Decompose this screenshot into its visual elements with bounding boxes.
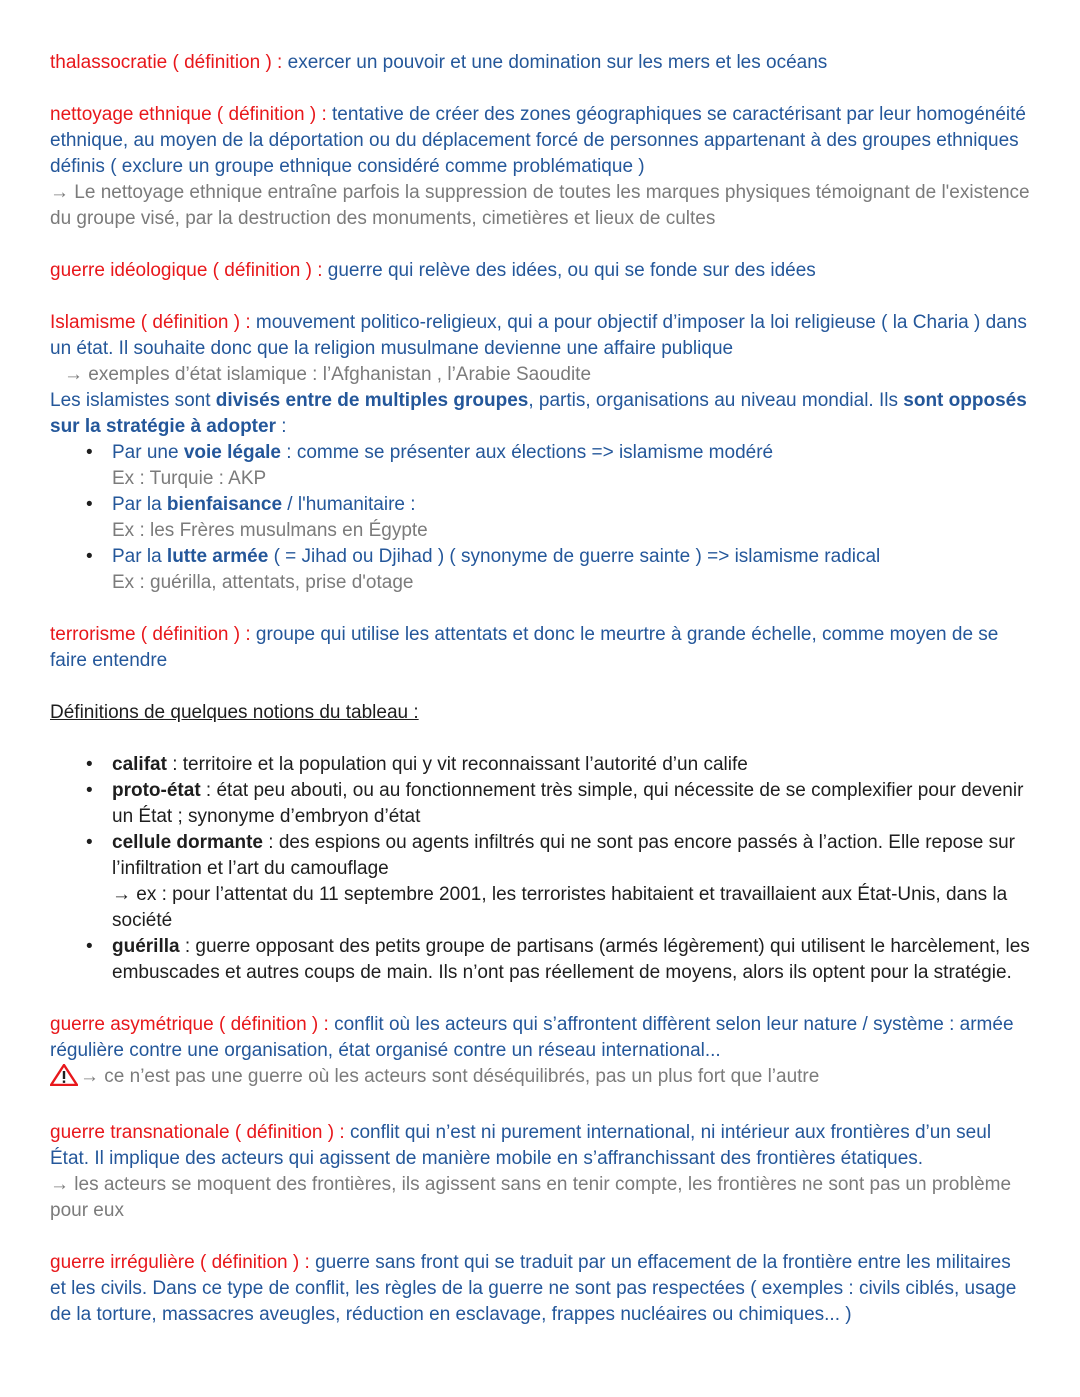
text: Les islamistes sont [50, 390, 216, 411]
note: → ce n’est pas une guerre où les acteurs sont déséquilibrés, pas un plus fort que l’autre [80, 1066, 820, 1087]
list-item [50, 830, 1030, 934]
list-item [50, 752, 1030, 778]
list-item [50, 778, 1030, 830]
text: : comme se présenter aux élections => islamisme modéré [281, 442, 774, 463]
bullet-icon: • [86, 494, 93, 515]
list-item [50, 934, 1030, 986]
text: Par la [112, 494, 167, 515]
term: thalassocratie ( définition ) : [50, 52, 283, 73]
note: → les acteurs se moquent des frontières, ils agissent sans en tenir compte, les frontières ne sont pas un problème pour eux [50, 1174, 1012, 1221]
bullet-icon: • [86, 546, 93, 567]
bold-text: lutte armée [166, 546, 269, 567]
term: guerre transnationale ( définition ) : [50, 1122, 345, 1143]
term: guerre asymétrique ( définition ) : [50, 1014, 329, 1035]
definition: conflit où les acteurs qui s’affrontent diffèrent selon leur nature / système : armée régulière contre une organisation, état organisé contre un réseau international... [50, 1014, 1014, 1061]
text: / l'humanitaire : [282, 494, 416, 515]
text: ( = Jihad ou Djihad ) ( synonyme de guerre sainte ) => islamisme radical [268, 546, 881, 567]
bold-text: voie légale [183, 442, 281, 463]
bold-text: bienfaisance [166, 494, 283, 515]
text: : guerre opposant des petits groupe de partisans (armés légèrement) qui utilisent le harcèlement, les embuscades et autres coups de main. Ils n’ont pas réellement de moyens, alors ils optent pour la stratégie. [112, 936, 1030, 983]
example-line: → exemples d’état islamique : l’Afghanistan , l’Arabie Saoudite [64, 364, 592, 385]
bold-text: sont opposés sur la stratégie à adopter [50, 390, 1027, 437]
bullet-icon: • [86, 832, 93, 853]
guerre-ideologique-entry [50, 258, 1030, 284]
bold-text: proto-état [112, 780, 201, 801]
definition: conflit qui n’est ni purement international, ni intérieur aux frontières d’un seul État. Il implique des acteurs qui agissent de manière mobile en s’affranchissant des frontières étatiques. [50, 1122, 992, 1169]
section-heading: Définitions de quelques notions du tableau : [50, 702, 419, 723]
guerre-transnationale-entry [50, 1120, 1030, 1224]
term: guerre idéologique ( définition ) : [50, 260, 323, 281]
term: guerre irrégulière ( définition ) : [50, 1252, 310, 1273]
thalassocratie-entry [50, 50, 1030, 76]
warning-icon [50, 1064, 80, 1094]
definition: guerre sans front qui se traduit par un effacement de la frontière entre les militaires et les civils. Dans ce type de conflit, les règles de la guerre ne sont pas respectées ( exemples : civils ciblés, usage de la torture, massacres aveugles, réduction en esclavage, frappes nucléaires ou chimiques... ) [50, 1252, 1017, 1325]
strategy-list [50, 440, 1030, 596]
definition: guerre qui relève des idées, ou qui se fonde sur des idées [322, 260, 816, 281]
guerre-irreguliere-entry [50, 1250, 1030, 1328]
text: Par la [112, 546, 167, 567]
note: → ex : pour l’attentat du 11 septembre 2001, les terroristes habitaient et travaillaient aux État-Unis, dans la société [112, 884, 1008, 931]
text: : état peu abouti, ou au fonctionnement très simple, qui nécessite de se complexifier pour devenir un État ; synonyme d’embryon d’état [112, 780, 1024, 827]
definition: tentative de créer des zones géographiques se caractérisant par leur homogénéité ethnique, au moyen de la déportation ou du déplacement forcé de personnes appartenant à des groupes ethniques définis ( exclure un groupe ethnique considéré comme problématique ) [50, 104, 1026, 177]
term: nettoyage ethnique ( définition ) : [50, 104, 327, 125]
note: → Le nettoyage ethnique entraîne parfois la suppression de toutes les marques physiques témoignant de l'existence du groupe visé, par la destruction des monuments, cimetières et lieux de cultes [50, 182, 1030, 229]
list-item [50, 440, 1030, 492]
definition: groupe qui utilise les attentats et donc le meurtre à grande échelle, comme moyen de se faire entendre [50, 624, 999, 671]
text: : des espions ou agents infiltrés qui ne sont pas encore passés à l’action. Elle repose sur l’infiltration et l’art du camouflage [112, 832, 1015, 879]
islamisme-entry [50, 310, 1030, 596]
term: terrorisme ( définition ) : [50, 624, 251, 645]
terrorisme-entry [50, 622, 1030, 674]
text: : territoire et la population qui y vit reconnaissant l’autorité d’un calife [166, 754, 748, 775]
text: Par une [112, 442, 184, 463]
bullet-icon: • [86, 936, 93, 957]
example: Ex : les Frères musulmans en Égypte [112, 520, 428, 541]
list-item [50, 544, 1030, 596]
text: , partis, organisations au niveau mondial. Ils [528, 390, 904, 411]
example: Ex : guérilla, attentats, prise d'otage [112, 572, 414, 593]
guerre-asymetrique-entry [50, 1012, 1030, 1094]
list-item [50, 492, 1030, 544]
bold-text: guérilla [112, 936, 180, 957]
term: Islamisme ( définition ) : [50, 312, 251, 333]
bullet-icon: • [86, 754, 93, 775]
notions-list [50, 752, 1030, 986]
paragraph [50, 388, 1030, 440]
bullet-icon: • [86, 780, 93, 801]
bold-text: cellule dormante [112, 832, 263, 853]
definition: exercer un pouvoir et une domination sur les mers et les océans [282, 52, 828, 73]
bold-text: califat [112, 754, 167, 775]
nettoyage-ethnique-entry [50, 102, 1030, 232]
example: Ex : Turquie : AKP [112, 468, 267, 489]
text: : [275, 416, 287, 437]
definition: mouvement politico-religieux, qui a pour objectif d’imposer la loi religieuse ( la Charia ) dans un état. Il souhaite donc que la religion musulmane devienne une affaire publique [50, 312, 1027, 359]
bullet-icon: • [86, 442, 93, 463]
bold-text: divisés entre de multiples groupes [215, 390, 529, 411]
